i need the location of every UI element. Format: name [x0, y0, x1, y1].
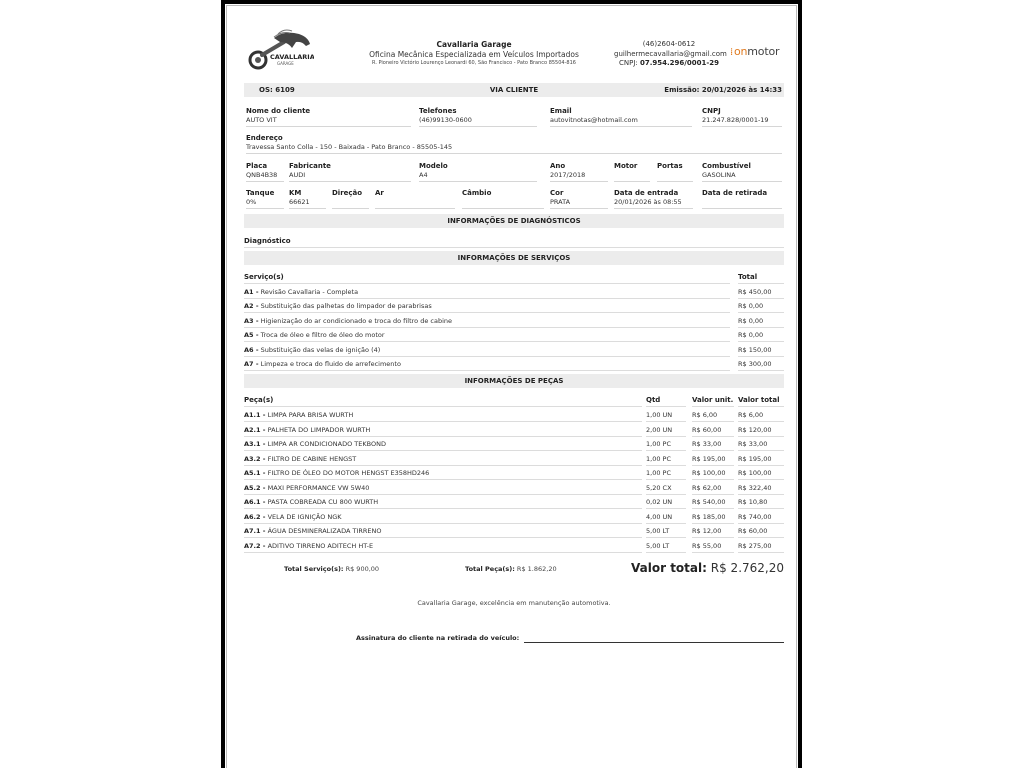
field-steering — [332, 189, 369, 209]
service-total: R$ 0,00 — [738, 315, 784, 328]
service-description: Revisão Cavallaria - Completa — [260, 288, 359, 296]
value: 20/01/2026 às 08:55 — [614, 197, 682, 206]
services-header: INFORMAÇÕES DE SERVIÇOS — [244, 251, 784, 265]
svg-text:CAVALLARIA: CAVALLARIA — [270, 53, 314, 61]
part-description: ADITIVO TIRRENO ADITECH HT-E — [267, 541, 374, 550]
service-desc — [244, 300, 730, 313]
services-table-header — [244, 271, 784, 285]
cavallaria-logo — [244, 28, 314, 76]
label: Modelo — [419, 162, 448, 170]
part-row — [244, 540, 784, 554]
part-row — [244, 496, 784, 510]
part-description: VELA DE IGNIÇÃO NGK — [267, 512, 342, 521]
os-number: OS: 6109 — [259, 86, 295, 94]
diagnostics-label: Diagnóstico — [244, 235, 784, 248]
field-address — [246, 134, 782, 154]
part-total: R$ 33,00 — [738, 438, 784, 451]
part-row — [244, 511, 784, 525]
part-description: ÁGUA DESMINERALIZADA TIRRENO — [267, 527, 382, 535]
part-code: A6.2 - — [244, 512, 266, 521]
value: PRATA — [550, 197, 571, 206]
company-info — [344, 40, 604, 69]
label: Ano — [550, 162, 566, 170]
value: GASOLINA — [702, 170, 736, 179]
part-qtd: 0,02 UN — [646, 496, 686, 509]
field-entry-date — [614, 189, 693, 209]
value: R$ 2.762,20 — [710, 561, 784, 575]
value: 21.247.828/0001-19 — [702, 115, 769, 124]
label: Total Peça(s): — [465, 565, 515, 573]
company-contact — [614, 40, 727, 69]
part-row — [244, 438, 784, 452]
service-row — [244, 300, 784, 314]
total-parts — [465, 565, 557, 573]
total-services — [284, 565, 379, 573]
part-total: R$ 740,00 — [738, 511, 784, 524]
onmotor-pin-icon: ⁞ — [730, 47, 733, 58]
onmotor-logo — [730, 45, 779, 58]
field-client-cnpj — [702, 107, 782, 127]
col-unit: Valor unit. — [692, 394, 734, 407]
label: Valor total: — [631, 561, 707, 575]
part-total: R$ 120,00 — [738, 424, 784, 437]
service-code: A6 - — [244, 345, 259, 354]
label: Data de retirada — [702, 189, 768, 197]
label: Ar — [375, 189, 384, 197]
part-qtd: 5,00 LT — [646, 525, 686, 538]
os-bar — [244, 83, 784, 97]
service-code: A7 - — [244, 360, 259, 368]
value: 66621 — [289, 197, 310, 206]
company-phone: (46)2604-0612 — [642, 40, 696, 48]
service-total: R$ 0,00 — [738, 329, 784, 342]
part-code: A7.1 - — [244, 527, 266, 535]
cnpj-label: CNPJ: — [619, 59, 638, 67]
service-total: R$ 300,00 — [738, 358, 784, 371]
part-total: R$ 60,00 — [738, 525, 784, 538]
part-total: R$ 322,40 — [738, 482, 784, 495]
part-description: FILTRO DE ÓLEO DO MOTOR HENGST E358HD246 — [267, 469, 430, 477]
part-total: R$ 195,00 — [738, 453, 784, 466]
field-year — [550, 162, 608, 182]
service-total: R$ 0,00 — [738, 300, 784, 313]
label: Endereço — [246, 134, 283, 142]
part-desc — [244, 511, 642, 524]
part-total: R$ 6,00 — [738, 409, 784, 422]
part-desc — [244, 467, 642, 480]
service-description: Substituição das velas de ignição (4) — [260, 345, 381, 354]
part-unit: R$ 100,00 — [692, 467, 734, 480]
service-row — [244, 344, 784, 358]
part-description: PASTA COBREADA CU 800 WURTH — [267, 498, 379, 506]
label: Motor — [614, 162, 638, 170]
label: Tanque — [246, 189, 275, 197]
part-unit: R$ 195,00 — [692, 453, 734, 466]
signature-label: Assinatura do cliente na retirada do veículo: — [356, 634, 520, 642]
emission-date: Emissão: 20/01/2026 às 14:33 — [664, 86, 782, 94]
field-km — [289, 189, 326, 209]
col-service: Serviço(s) — [244, 271, 730, 284]
part-row — [244, 409, 784, 423]
col-part-total: Valor total — [738, 394, 784, 407]
signature-line — [524, 642, 784, 643]
part-qtd: 1,00 UN — [646, 409, 686, 422]
diagnostics-header: INFORMAÇÕES DE DIAGNÓSTICOS — [244, 214, 784, 228]
footer-note: Cavallaria Garage, excelência em manutenção automotiva. — [417, 599, 611, 607]
part-row — [244, 525, 784, 539]
label: Email — [550, 107, 572, 115]
service-total: R$ 150,00 — [738, 344, 784, 357]
field-engine — [614, 162, 650, 182]
service-row — [244, 315, 784, 329]
part-description: PALHETA DO LIMPADOR WURTH — [267, 425, 371, 434]
field-fuel — [702, 162, 782, 182]
service-total: R$ 450,00 — [738, 286, 784, 299]
svg-text:GARAGE: GARAGE — [277, 61, 294, 66]
field-model — [419, 162, 537, 182]
col-total: Total — [738, 271, 784, 284]
part-unit: R$ 6,00 — [692, 409, 734, 422]
part-code: A5.2 - — [244, 483, 266, 492]
part-row — [244, 453, 784, 467]
label: Fabricante — [289, 162, 331, 170]
document-header — [244, 28, 784, 78]
field-client-name — [246, 107, 411, 127]
value: 2017/2018 — [550, 170, 586, 179]
service-desc — [244, 286, 730, 299]
part-code: A1.1 - — [244, 411, 266, 419]
part-desc — [244, 453, 642, 466]
horse-piston-icon — [244, 28, 314, 76]
service-desc — [244, 315, 730, 328]
service-desc — [244, 358, 730, 371]
part-row — [244, 467, 784, 481]
service-description: Limpeza e troca do fluido de arrefecimento — [260, 360, 401, 368]
field-phones — [419, 107, 537, 127]
company-name: Cavallaria Garage — [436, 40, 512, 49]
part-description: LIMPA PARA BRISA WURTH — [267, 411, 354, 419]
part-description: FILTRO DE CABINE HENGST — [267, 454, 357, 463]
value: QNB4B38 — [246, 170, 278, 179]
value: R$ 900,00 — [345, 565, 380, 573]
part-qtd: 5,00 LT — [646, 540, 686, 553]
value: (46)99130-0600 — [419, 115, 472, 124]
col-part: Peça(s) — [244, 394, 642, 407]
part-unit: R$ 55,00 — [692, 540, 734, 553]
service-code: A2 - — [244, 302, 259, 311]
part-desc — [244, 482, 642, 495]
service-code: A3 - — [244, 316, 259, 325]
parts-table-header — [244, 394, 784, 408]
label: CNPJ — [702, 107, 721, 115]
service-row — [244, 358, 784, 372]
part-desc — [244, 409, 642, 422]
part-qtd: 1,00 PC — [646, 467, 686, 480]
service-row — [244, 286, 784, 300]
label: Placa — [246, 162, 268, 170]
company-tagline: Oficina Mecânica Especializada em Veículos Importados — [369, 49, 579, 59]
part-desc — [244, 424, 642, 437]
label: Cor — [550, 189, 564, 197]
value: autovitnotas@hotmail.com — [550, 115, 638, 124]
document-page — [221, 0, 802, 768]
service-row — [244, 329, 784, 343]
company-email: guilhermecavallaria@gmail.com — [614, 49, 727, 58]
company-address: R. Pioneiro Victório Lourenço Leonardi 60, São Francisco - Pato Branco 85504-816 — [372, 60, 576, 66]
part-code: A6.1 - — [244, 498, 266, 506]
label: Data de entrada — [614, 189, 679, 197]
value: R$ 1.862,20 — [516, 565, 557, 573]
part-row — [244, 482, 784, 496]
totals-row — [244, 561, 784, 581]
field-manufacturer — [289, 162, 411, 182]
service-description: Troca de óleo e filtro de óleo do motor — [260, 331, 385, 340]
part-unit: R$ 185,00 — [692, 511, 734, 524]
parts-header: INFORMAÇÕES DE PEÇAS — [244, 374, 784, 388]
part-total: R$ 10,80 — [738, 496, 784, 509]
part-unit: R$ 540,00 — [692, 496, 734, 509]
service-code: A5 - — [244, 331, 259, 340]
label: KM — [289, 189, 302, 197]
part-qtd: 1,00 PC — [646, 438, 686, 451]
field-tank — [246, 189, 284, 209]
part-unit: R$ 33,00 — [692, 438, 734, 451]
part-desc — [244, 525, 642, 538]
part-code: A3.1 - — [244, 440, 266, 448]
field-email — [550, 107, 692, 127]
value: Travessa Santo Colla - 150 - Baixada - Pato Branco - 85505-145 — [246, 142, 453, 151]
part-qtd: 2,00 UN — [646, 424, 686, 437]
part-description: LIMPA AR CONDICIONADO TEKBOND — [267, 440, 386, 448]
part-qtd: 4,00 UN — [646, 511, 686, 524]
service-description: Higienização do ar condicionado e troca do filtro de cabine — [260, 316, 452, 325]
part-code: A2.1 - — [244, 425, 266, 434]
service-desc — [244, 329, 730, 342]
label: Câmbio — [462, 189, 492, 197]
value: AUTO VIT — [246, 115, 277, 124]
part-unit: R$ 62,00 — [692, 482, 734, 495]
label: Total Serviço(s): — [284, 565, 344, 573]
cnpj-value: 07.954.296/0001-29 — [640, 59, 719, 67]
value: 0% — [246, 197, 257, 206]
label: Nome do cliente — [246, 107, 311, 115]
onmotor-on: on — [733, 45, 748, 58]
part-unit: R$ 12,00 — [692, 525, 734, 538]
part-code: A3.2 - — [244, 454, 266, 463]
part-desc — [244, 438, 642, 451]
service-code: A1 - — [244, 288, 259, 296]
part-desc — [244, 496, 642, 509]
field-plate — [246, 162, 284, 182]
part-qtd: 1,00 PC — [646, 453, 686, 466]
label: Telefones — [419, 107, 457, 115]
col-qtd: Qtd — [646, 394, 686, 407]
value: A4 — [419, 170, 428, 179]
value: AUDI — [289, 170, 306, 179]
field-pickup-date — [702, 189, 782, 209]
part-total: R$ 275,00 — [738, 540, 784, 553]
field-color — [550, 189, 608, 209]
part-unit: R$ 60,00 — [692, 424, 734, 437]
field-transmission — [462, 189, 544, 209]
grand-total — [631, 561, 784, 575]
onmotor-motor: motor — [747, 45, 780, 58]
service-desc — [244, 344, 730, 357]
page-inner-border — [226, 5, 797, 768]
label: Combustível — [702, 162, 751, 170]
part-qtd: 5,20 CX — [646, 482, 686, 495]
label: Direção — [332, 189, 363, 197]
part-description: MAXI PERFORMANCE VW 5W40 — [267, 483, 370, 492]
part-row — [244, 424, 784, 438]
part-code: A7.2 - — [244, 541, 266, 550]
part-total: R$ 100,00 — [738, 467, 784, 480]
via-cliente: VIA CLIENTE — [489, 86, 539, 94]
part-desc — [244, 540, 642, 553]
company-cnpj — [614, 59, 724, 69]
field-ac — [375, 189, 455, 209]
field-doors — [657, 162, 693, 182]
part-code: A5.1 - — [244, 469, 266, 477]
label: Portas — [657, 162, 683, 170]
diagnostics-row — [244, 235, 784, 249]
service-description: Substituição das palhetas do limpador de parabrisas — [260, 302, 432, 311]
